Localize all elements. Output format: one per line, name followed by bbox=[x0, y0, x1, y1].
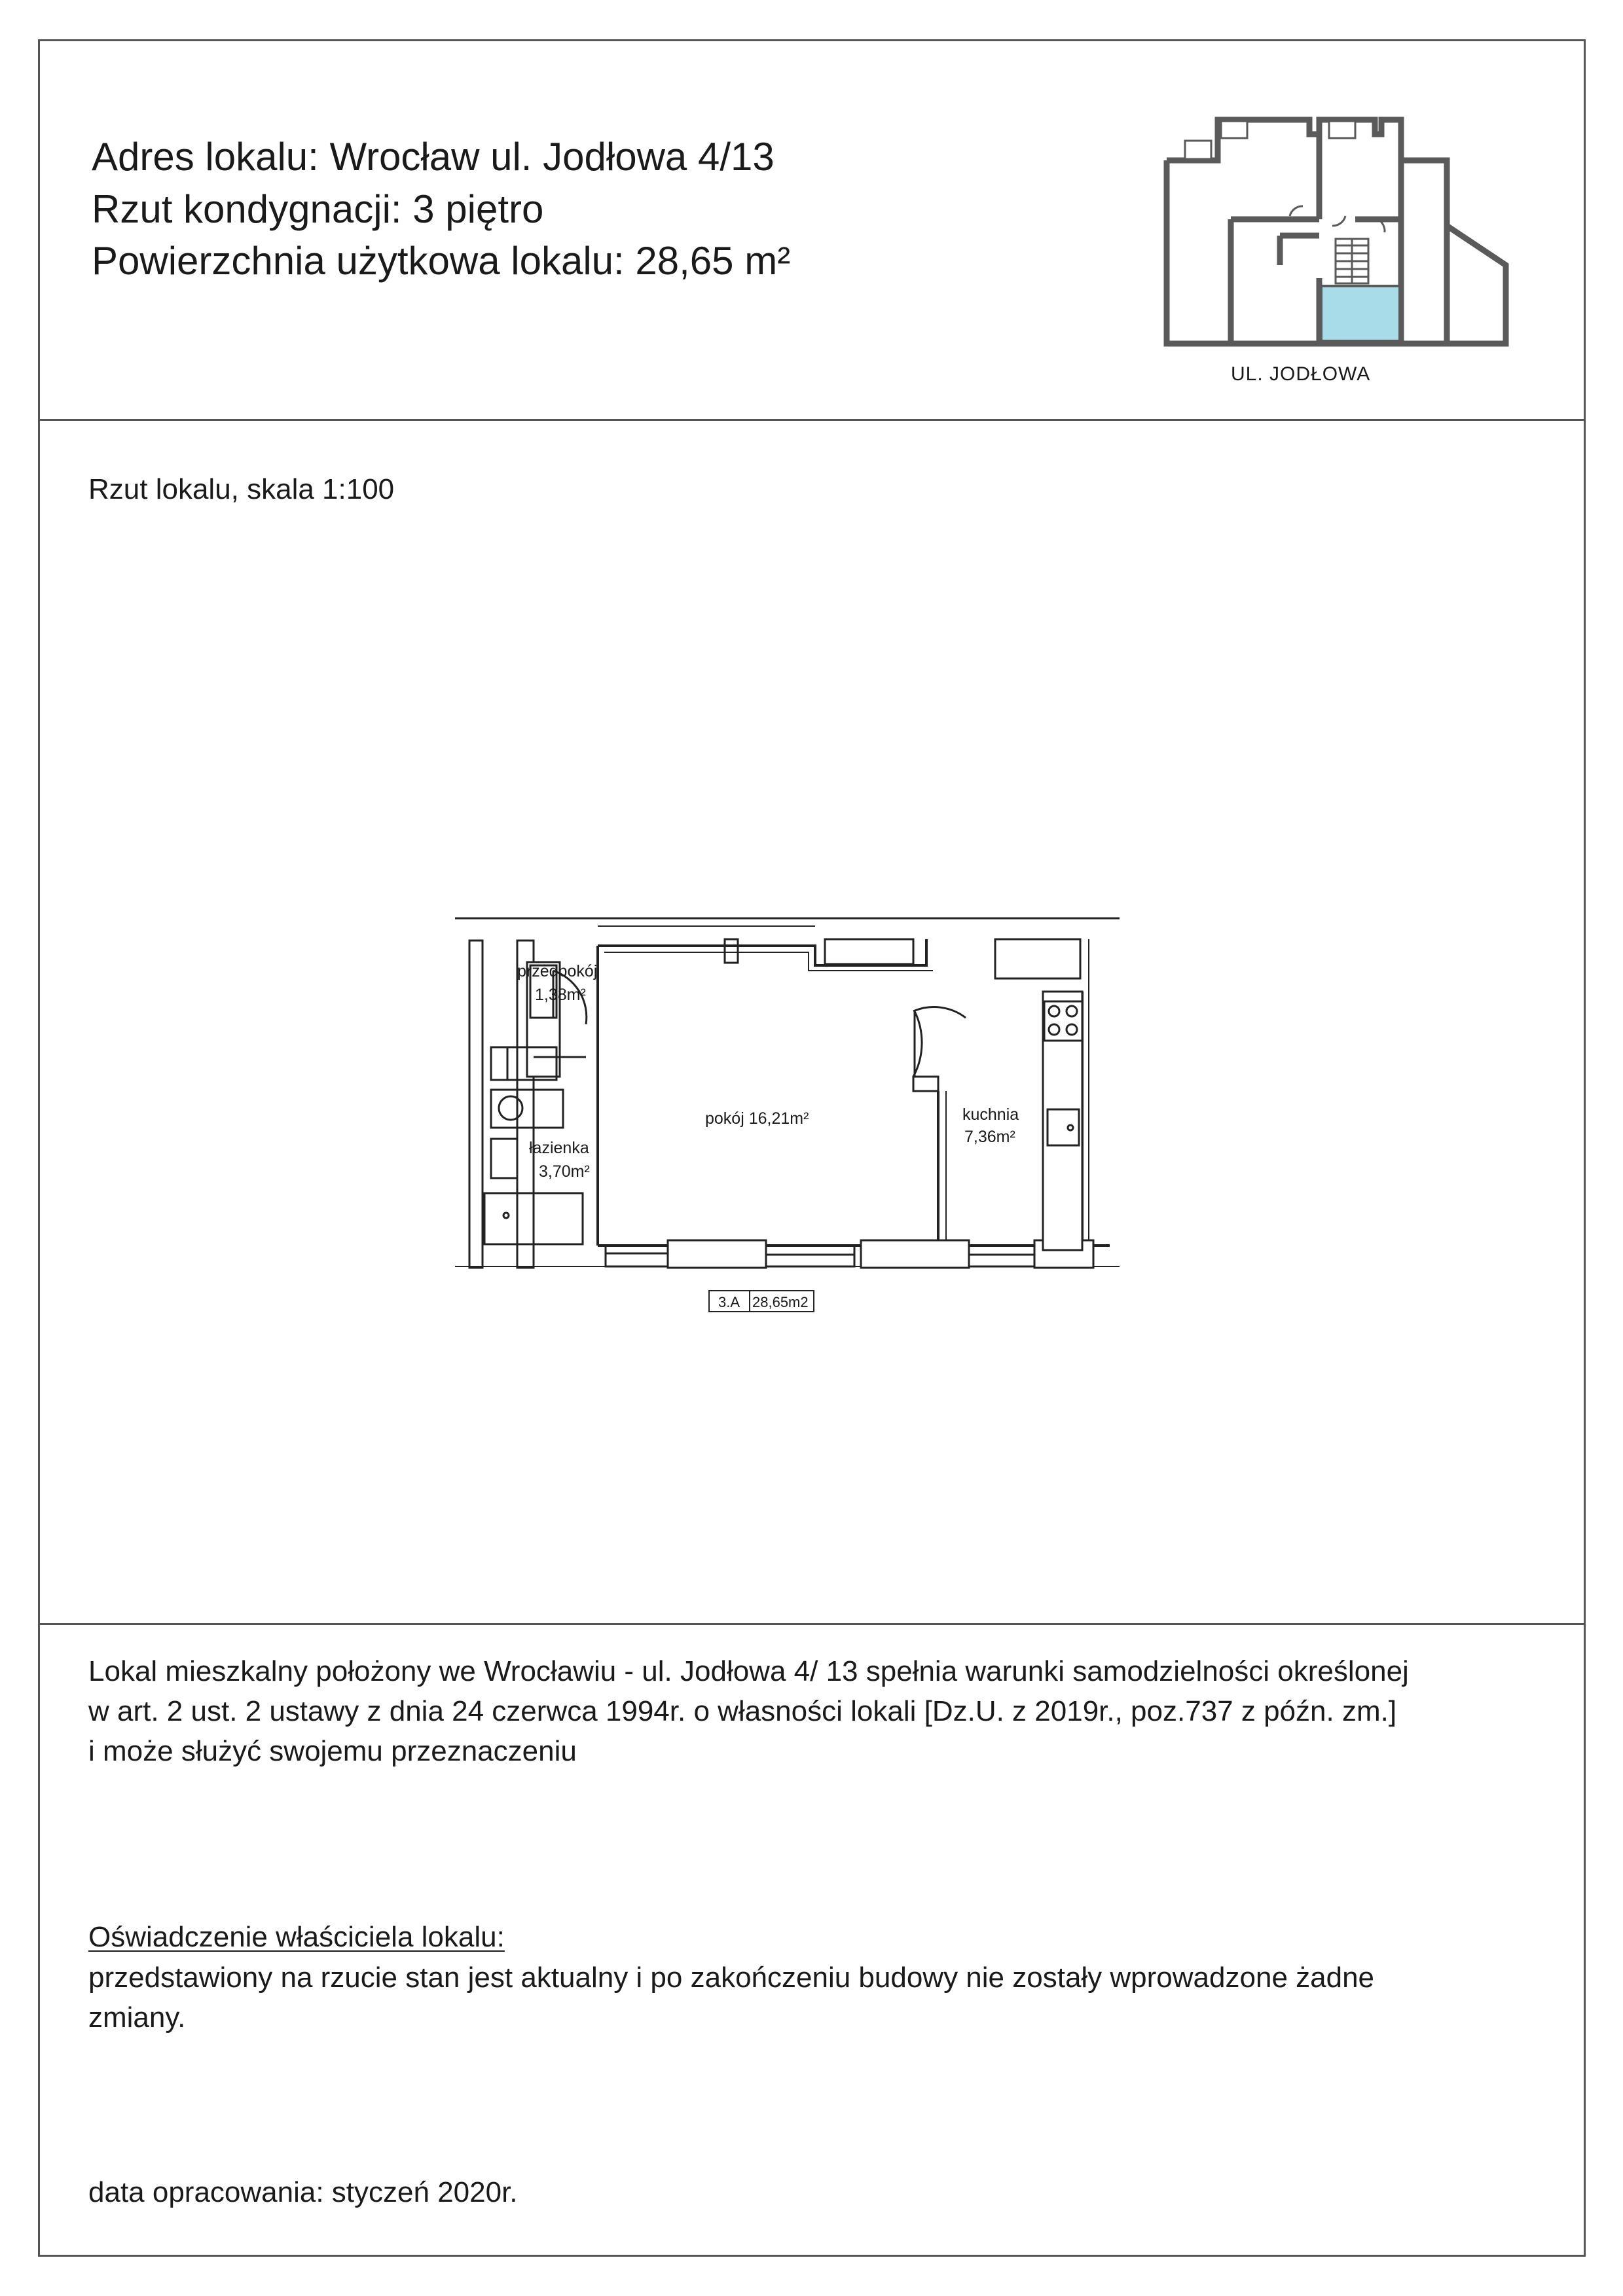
street-label: UL. JODŁOWA bbox=[1231, 363, 1371, 385]
plan-title: Rzut lokalu, skala 1:100 bbox=[88, 473, 395, 505]
area-line: Powierzchnia użytkowa lokalu: 28,65 m² bbox=[92, 239, 791, 283]
hall-area: 1,38m² bbox=[535, 986, 586, 1004]
floor-line: Rzut kondygnacji: 3 piętro bbox=[92, 187, 544, 231]
statement-divider bbox=[38, 1623, 1586, 1625]
bath-area: 3,70m² bbox=[539, 1162, 590, 1181]
kitchen-area: 7,36m² bbox=[964, 1128, 1015, 1146]
owner-heading: Oświadczenie właściciela lokalu: bbox=[88, 1921, 505, 1953]
unit-area: 28,65m2 bbox=[752, 1294, 809, 1310]
header-divider bbox=[38, 419, 1586, 421]
statement-line-3: i może służyć swojemu przeznaczeniu bbox=[88, 1735, 577, 1767]
address-line: Adres lokalu: Wrocław ul. Jodłowa 4/13 bbox=[92, 135, 775, 179]
key-plan-highlight bbox=[1321, 286, 1400, 341]
statement-line-2: w art. 2 ust. 2 ustawy z dnia 24 czerwca 1994r. o własności lokali [Dz.U. z 2019r., poz.737 z późn. zm.] bbox=[88, 1695, 1397, 1727]
owner-line-2: zmiany. bbox=[88, 2001, 186, 2034]
kitchen-name: kuchnia bbox=[962, 1105, 1019, 1124]
unit-id: 3.A bbox=[718, 1294, 740, 1310]
unit-tag bbox=[709, 1291, 814, 1312]
floor-plan bbox=[455, 913, 1120, 1319]
key-plan bbox=[1159, 108, 1512, 389]
hall-name: przedpokój bbox=[517, 962, 598, 980]
date-line: data opracowania: styczeń 2020r. bbox=[88, 2176, 518, 2208]
bath-name: łazienka bbox=[529, 1139, 589, 1157]
statement-line-1: Lokal mieszkalny położony we Wrocławiu - ul. Jodłowa 4/ 13 spełnia warunki samodzielności określonej bbox=[88, 1655, 1409, 1687]
room-label: pokój 16,21m² bbox=[705, 1109, 809, 1128]
owner-line-1: przedstawiony na rzucie stan jest aktualny i po zakończeniu budowy nie zostały wprowadzone żadne bbox=[88, 1962, 1375, 1994]
